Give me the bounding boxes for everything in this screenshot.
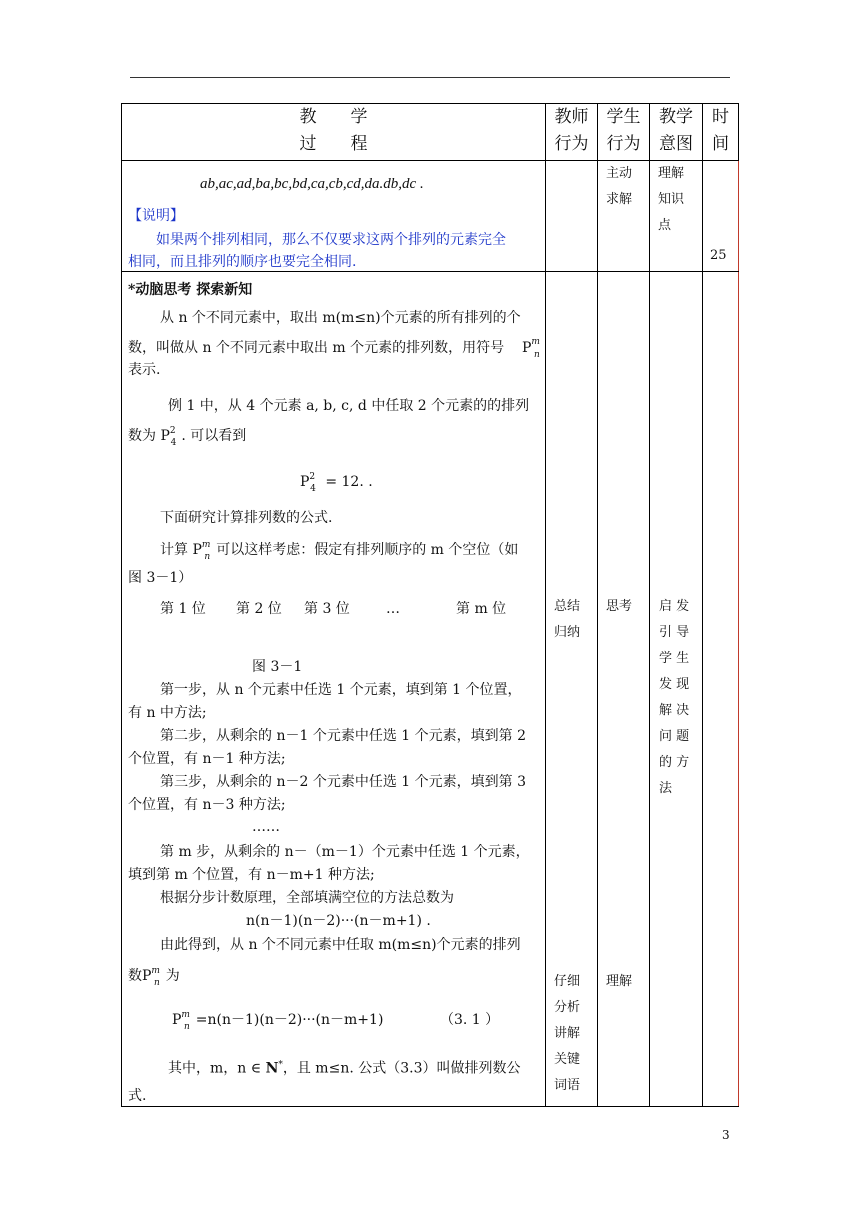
paragraph-line: 根据分步计数原理，全部填满空位的方法总数为 [160, 890, 454, 906]
page-number: 3 [722, 1128, 730, 1142]
position-label: 第 m 位 [456, 601, 507, 617]
definition-line: 表示. [128, 362, 161, 378]
equation-p42: $P^2_4 = 12$. . [300, 472, 373, 494]
teacher-action: 总结 归纳 [554, 599, 581, 640]
teacher-action: 仔细 分析 讲解 关键 词语 [554, 974, 581, 1093]
process-cell [122, 272, 546, 1107]
example-line: 例 1 中，从 4 个元素 a, b, c, d 中任取 2 个元素的的排列 [168, 398, 530, 414]
position-label: 第 2 位 [236, 601, 282, 617]
time-value: 25 [710, 248, 727, 263]
time-cell [703, 272, 739, 1107]
paragraph-line: 式. [128, 1088, 147, 1104]
student-action: 理解 [606, 974, 633, 989]
ellipsis: …… [252, 819, 280, 835]
total-equation: n(n－1)(n－2)···(n－m+1) . [246, 913, 431, 929]
intent-cell [650, 161, 703, 272]
step-line: 第一步，从 n 个元素中任选 1 个元素，填到第 1 个位置， [160, 682, 522, 698]
student-action: 思考 [606, 599, 633, 614]
header-student: 学生 行为 [598, 104, 650, 161]
step-line: 第 m 步，从剩余的 n－（m－1）个元素中任选 1 个元素， [160, 844, 530, 860]
intent-text: 知识 [658, 192, 685, 207]
paragraph-line: 计算 $P^m_n$ 可以这样考虑：假定有排列顺序的 m 个空位（如 [160, 540, 519, 562]
step-line: 个位置，有 n－3 种方法; [128, 797, 286, 813]
lesson-table [121, 103, 739, 1107]
permutation-list: ab,ac,ad,ba,bc,bd,ca,cb,cd,da.db,dc . [200, 176, 424, 192]
intent-text: 启 发 引 导 学 生 发 现 解 决 问 题 的 方 法 [659, 599, 690, 796]
step-line: 第二步，从剩余的 n－1 个元素中任选 1 个元素，填到第 2 [160, 728, 526, 744]
student-cell [598, 272, 650, 1107]
note-line: 相同，而且排列的顺序也要完全相同. [128, 254, 357, 270]
header-time: 时 间 [703, 104, 739, 161]
definition-line: 从 n 个不同元素中，取出 m(m≤n)个元素的所有排列的个 [160, 310, 521, 326]
student-action: 求解 [606, 192, 633, 207]
teacher-cell [546, 272, 598, 1107]
definition-line: 数，叫做从 n 个不同元素中取出 m 个元素的排列数，用符号 [128, 340, 505, 356]
step-line: 第三步，从剩余的 n－2 个元素中任选 1 个元素，填到第 3 [160, 774, 526, 790]
header-teacher: 教师 行为 [546, 104, 598, 161]
section-title: *动脑思考 探索新知 [128, 282, 253, 298]
intent-cell [650, 272, 703, 1107]
paragraph-line: 由此得到，从 n 个不同元素中任取 m(m≤n)个元素的排列 [160, 937, 521, 953]
table-row [122, 272, 739, 1107]
formula-number: （3. 1 ） [440, 1012, 500, 1028]
intent-text: 理解 [658, 166, 685, 181]
note-line: 如果两个排列相同，那么不仅要求这两个排列的元素完全 [156, 232, 506, 248]
process-cell [122, 161, 546, 272]
intent-text: 点 [658, 218, 672, 233]
step-line: 填到第 m 个位置，有 n－m+1 种方法; [128, 867, 375, 883]
paragraph-line: 下面研究计算排列数的公式. [160, 510, 333, 526]
paragraph-line: 其中，m，n ∈ N*，且 m≤n. 公式（3.3）叫做排列数公 [168, 1060, 521, 1077]
position-label: … [386, 601, 400, 617]
time-cell [703, 161, 739, 272]
paragraph-line: 图 3－1） [128, 570, 193, 586]
teacher-cell [546, 161, 598, 272]
student-action: 主动 [606, 166, 633, 181]
header-rule [130, 77, 730, 78]
note-label: 【说明】 [128, 208, 184, 224]
permutation-formula: $P^m_n =n(n-1)(n-2)\cdot\cdot\cdot(n-m+1)$ [172, 1010, 384, 1032]
position-label: 第 3 位 [304, 601, 350, 617]
paragraph-line: 数$P^m_n$ 为 [128, 966, 180, 988]
position-label: 第 1 位 [160, 601, 206, 617]
header-process: 教 学 过 程 [122, 104, 546, 161]
example-line: 数为 $P^2_4$ . 可以看到 [128, 426, 247, 448]
perm-symbol: $P^m_n$ [522, 337, 540, 360]
figure-caption: 图 3－1 [252, 659, 303, 675]
step-line: 有 n 中方法; [128, 705, 207, 721]
table-row [122, 161, 739, 272]
table-header-row [122, 104, 739, 161]
step-line: 个位置，有 n－1 种方法; [128, 751, 286, 767]
header-intent: 教学 意图 [650, 104, 703, 161]
student-cell [598, 161, 650, 272]
